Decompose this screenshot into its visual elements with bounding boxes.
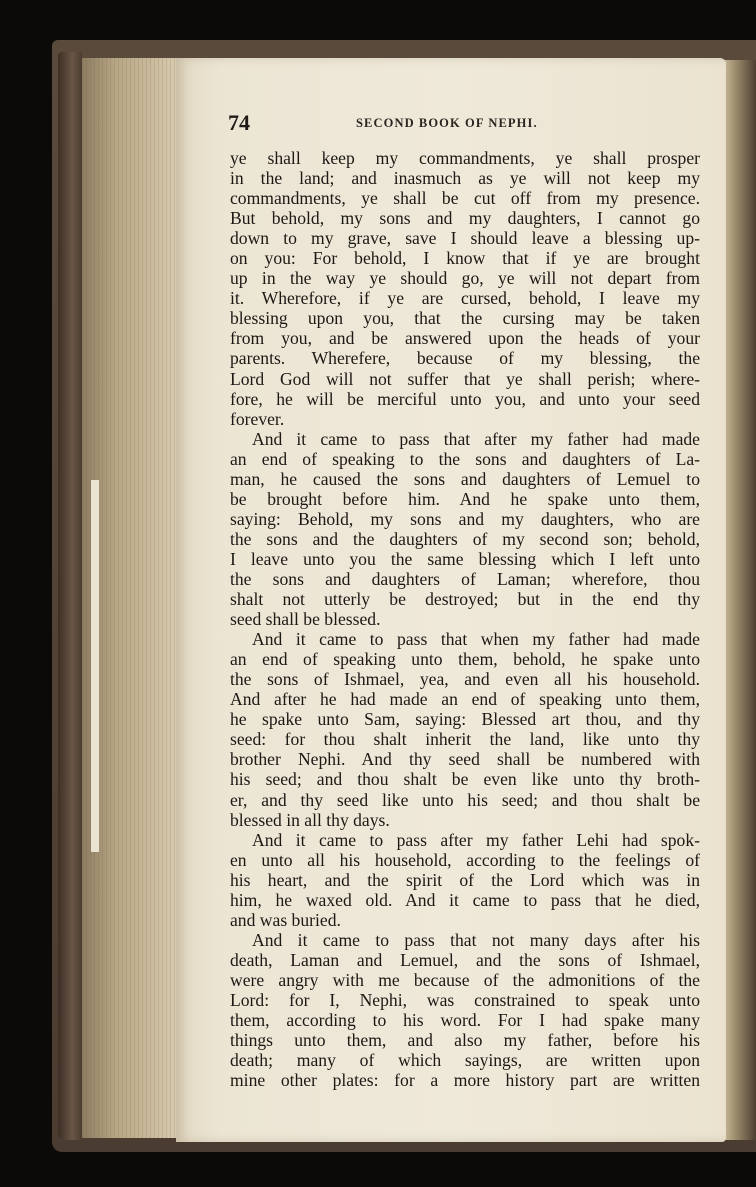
text-line: the sons of Ishmael, yea, and even all his household. (230, 669, 700, 690)
text-line: But behold, my sons and my daughters, I cannot go (230, 208, 700, 229)
text-line: up in the way ye should go, ye will not depart from (230, 268, 700, 289)
text-line: death, Laman and Lemuel, and the sons of Ishmael, (230, 949, 700, 970)
bookmark-strip (91, 480, 99, 852)
text-line: his seed; and thou shalt be even like unto thy broth- (230, 769, 700, 790)
text-line: be brought before him. And he spake unto them, (230, 488, 700, 509)
body-text (230, 148, 700, 1090)
text-line: shalt not utterly be destroyed; but in the end thy (230, 589, 700, 610)
text-line: And after he had made an end of speaking unto them, (230, 689, 700, 710)
page-header (228, 108, 698, 138)
text-line: Lord: for I, Nephi, was constrained to speak unto (230, 989, 700, 1010)
text-line: it. Wherefore, if ye are cursed, behold, I leave my (230, 288, 700, 309)
cover-spine-edge (58, 52, 82, 1140)
text-line: And it came to pass that after my father had made (252, 428, 700, 449)
text-line: things unto them, and also my father, before his (230, 1030, 700, 1051)
text-line: fore, he will be merciful unto you, and unto your seed (230, 388, 700, 409)
text-line: down to my grave, save I should leave a blessing up- (230, 228, 700, 249)
text-line: brother Nephi. And thy seed shall be numbered with (230, 749, 700, 770)
text-line: Lord God will not suffer that ye shall perish; where- (230, 368, 700, 389)
text-line: commandments, ye shall be cut off from my presence. (230, 188, 700, 209)
text-line: an end of speaking to the sons and daughters of La- (230, 448, 700, 469)
text-line: ye shall keep my commandments, ye shall prosper (230, 148, 700, 168)
text-line: on you: For behold, I know that if ye are brought (230, 248, 700, 269)
text-line: blessed in all thy days. (230, 809, 390, 830)
text-line: from you, and be answered upon the heads of your (230, 328, 700, 349)
text-line: them, according to his word. For I had spake many (230, 1010, 700, 1031)
text-line: death; many of which sayings, are written upon (230, 1050, 700, 1071)
text-line: And it came to pass that not many days after his (252, 929, 700, 950)
text-line: an end of speaking unto them, behold, he spake unto (230, 649, 700, 670)
text-line: en unto all his household, according to the feelings of (230, 849, 700, 870)
text-line: seed shall be blessed. (230, 609, 381, 630)
text-line: man, he caused the sons and daughters of Lemuel to (230, 468, 700, 489)
text-line: And it came to pass after my father Lehi had spok- (252, 829, 700, 850)
text-line: parents. Wherefere, because of my blessing, the (230, 348, 700, 369)
text-line: were angry with me because of the admonitions of the (230, 969, 700, 990)
text-line: him, he waxed old. And it came to pass that he died, (230, 889, 700, 910)
text-line: the sons and the daughters of my second son; behold, (230, 528, 700, 549)
text-line: er, and thy seed like unto his seed; and thou shalt be (230, 789, 700, 810)
text-line: forever. (230, 408, 285, 429)
text-line: mine other plates: for a more history part are written (230, 1070, 700, 1091)
text-line: saying: Behold, my sons and my daughters, who are (230, 508, 700, 529)
text-line: he spake unto Sam, saying: Blessed art thou, and thy (230, 709, 700, 730)
facing-page-edge (722, 60, 756, 1140)
running-head: SECOND BOOK OF NEPHI. (356, 116, 538, 130)
text-line: his heart, and the spirit of the Lord which was in (230, 869, 700, 890)
text-line: I leave unto you the same blessing which I left unto (230, 548, 700, 569)
text-line: in the land; and inasmuch as ye will not keep my (230, 168, 700, 189)
page-number: 74 (228, 110, 250, 135)
text-line: and was buried. (230, 909, 341, 930)
text-line: the sons and daughters of Laman; wherefore, thou (230, 568, 700, 589)
text-line: And it came to pass that when my father had made (252, 629, 700, 650)
text-line: seed: for thou shalt inherit the land, like unto thy (230, 729, 700, 750)
text-line: blessing upon you, that the cursing may be taken (230, 308, 700, 329)
